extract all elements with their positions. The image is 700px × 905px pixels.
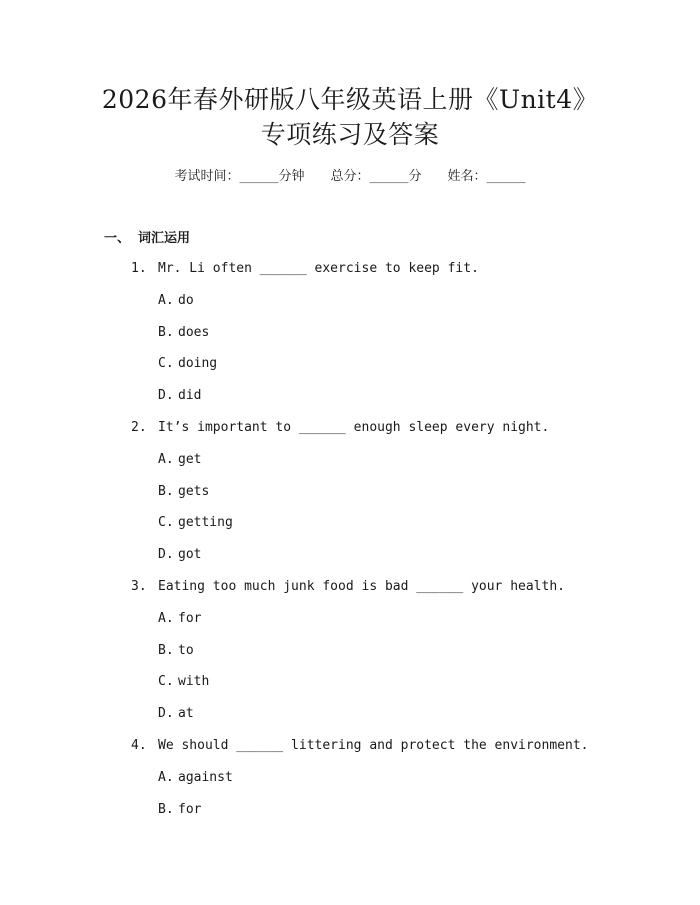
- exam-score: 总分：______分: [330, 169, 422, 184]
- question-text: It’s important to ______ enough sleep every night.: [158, 420, 550, 435]
- option-text: getting: [178, 515, 233, 531]
- option-text: did: [178, 388, 202, 404]
- option-text: got: [178, 547, 202, 563]
- option-letter: B.: [158, 801, 174, 817]
- option-text: for: [178, 610, 202, 626]
- option-letter: C.: [158, 356, 174, 372]
- option-letter: C.: [158, 674, 174, 690]
- question-text: We should ______ littering and protect the environment.: [158, 738, 589, 753]
- option-text: to: [178, 642, 194, 658]
- option-letter: C.: [158, 515, 174, 531]
- section-number: 一、: [104, 231, 131, 246]
- section-title: 词汇运用: [138, 231, 191, 246]
- option-letter: B.: [158, 642, 174, 658]
- option-letter: A.: [158, 292, 174, 308]
- option-letter: D.: [158, 706, 174, 722]
- option-text: gets: [178, 483, 210, 499]
- option-text: at: [178, 706, 194, 722]
- option-text: does: [178, 324, 210, 340]
- document-title-line1: 2026年春外研版八年级英语上册《Unit4》: [101, 85, 599, 114]
- option-text: doing: [178, 356, 218, 372]
- option-text: with: [178, 674, 210, 690]
- option-text: do: [178, 292, 194, 308]
- option-letter: B.: [158, 324, 174, 340]
- question-number: 1.: [131, 261, 147, 276]
- option-text: for: [178, 801, 202, 817]
- option-letter: A.: [158, 610, 174, 626]
- question-number: 3.: [131, 579, 147, 594]
- question-text: Mr. Li often ______ exercise to keep fit.: [158, 261, 479, 276]
- option-letter: D.: [158, 388, 174, 404]
- option-letter: B.: [158, 483, 174, 499]
- option-letter: D.: [158, 547, 174, 563]
- question-text: Eating too much junk food is bad ______ your health.: [158, 579, 565, 594]
- option-letter: A.: [158, 769, 174, 785]
- question-number: 4.: [131, 738, 147, 753]
- option-text: get: [178, 451, 202, 467]
- document-title-line2: 专项练习及答案: [260, 120, 440, 149]
- section-heading: [104, 229, 190, 249]
- option-letter: A.: [158, 451, 174, 467]
- student-name: 姓名：______: [447, 169, 526, 184]
- question-number: 2.: [131, 420, 147, 435]
- option-text: against: [178, 769, 233, 785]
- exam-info: [0, 167, 700, 187]
- exam-time: 考试时间：______分钟: [174, 169, 305, 184]
